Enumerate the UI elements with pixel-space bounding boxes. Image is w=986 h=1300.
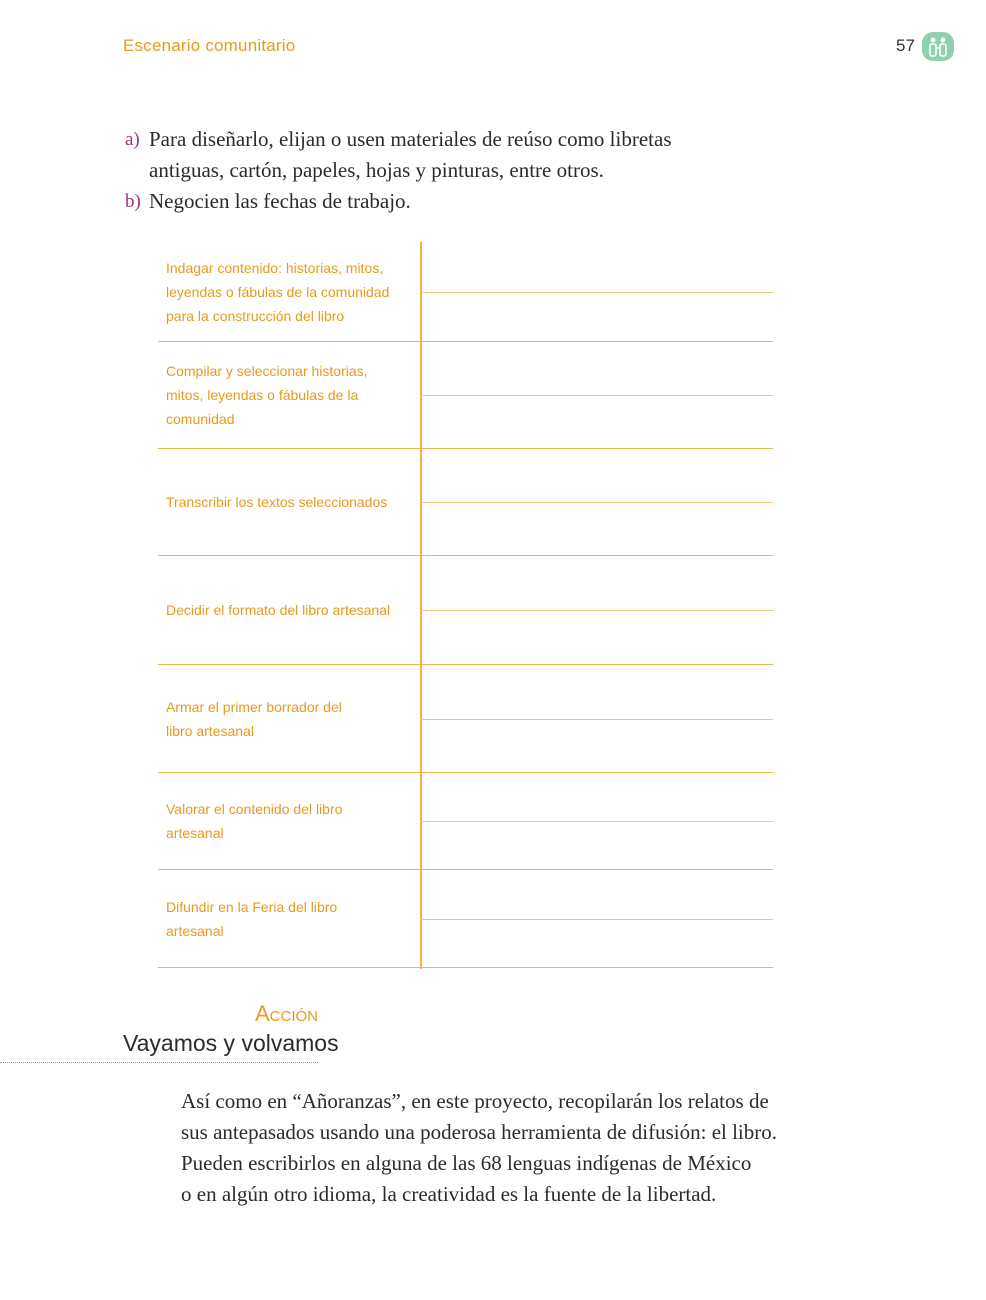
task-label-line: artesanal <box>166 825 224 841</box>
section-header: Escenario comunitario <box>123 36 296 55</box>
task-label-line: Armar el primer borrador del <box>166 698 342 715</box>
table-row <box>158 242 773 342</box>
instruction-line: Negocien las fechas de trabajo. <box>149 189 411 213</box>
date-write-line[interactable] <box>420 610 773 611</box>
task-label-line: Difundir en la Feria del libro <box>166 898 338 915</box>
community-badge <box>922 32 954 61</box>
task-label-line: para la construcción del libro <box>166 307 345 324</box>
task-label <box>166 256 416 328</box>
task-label-line: artesanal <box>166 922 224 939</box>
date-write-line[interactable] <box>420 719 773 720</box>
task-label <box>166 895 416 943</box>
paragraph-line: Pueden escribirlos en alguna de las 68 lenguas indígenas de México <box>181 1151 752 1175</box>
task-label-line: comunidad <box>166 411 235 427</box>
community-people-icon <box>927 36 949 57</box>
task-label-line: Indagar contenido: historias, mitos, <box>166 259 384 276</box>
task-label <box>166 695 416 743</box>
task-label <box>166 797 416 845</box>
section-label: Acción <box>255 1001 319 1026</box>
table-row <box>158 773 773 870</box>
instruction-line: antiguas, cartón, papeles, hojas y pinturas, entre otros. <box>149 158 604 182</box>
table-row <box>158 449 773 556</box>
task-label <box>166 359 416 431</box>
section-title: Vayamos y volvamos <box>123 1030 339 1056</box>
date-write-line[interactable] <box>420 395 773 396</box>
page-number: 57 <box>896 36 915 55</box>
date-write-line[interactable] <box>420 821 773 822</box>
date-write-line[interactable] <box>420 502 773 503</box>
body-paragraph <box>181 1086 821 1210</box>
task-label-line: Transcribir los textos seleccionados <box>166 494 388 510</box>
task-label-line: leyendas o fábulas de la comunidad <box>166 283 390 300</box>
task-label-line: Valorar el contenido del libro <box>166 801 343 817</box>
paragraph-line: sus antepasados usando una poderosa herramienta de difusión: el libro. <box>181 1120 778 1144</box>
date-write-line[interactable] <box>420 919 773 920</box>
task-label-line: libro artesanal <box>166 722 254 739</box>
task-label-line: Compilar y seleccionar historias, <box>166 363 368 379</box>
instruction-marker: b) <box>125 191 141 212</box>
instruction-a <box>123 124 743 186</box>
instructions-list <box>123 124 743 217</box>
section-divider <box>0 1062 318 1063</box>
task-label <box>166 598 416 622</box>
schedule-table <box>158 242 773 969</box>
table-row <box>158 665 773 773</box>
date-write-line[interactable] <box>420 292 773 293</box>
table-row <box>158 870 773 968</box>
instruction-line: Para diseñarlo, elijan o usen materiales de reúso como libretas <box>149 127 672 151</box>
task-label-line: Decidir el formato del libro artesanal <box>166 602 391 618</box>
task-label-line: mitos, leyendas o fábulas de la <box>166 387 359 403</box>
instruction-b <box>123 186 743 217</box>
table-row <box>158 342 773 449</box>
paragraph-line: o en algún otro idioma, la creatividad es la fuente de la libertad. <box>181 1182 717 1206</box>
paragraph-line: Así como en “Añoranzas”, en este proyecto, recopilarán los relatos de <box>181 1089 769 1113</box>
table-row <box>158 556 773 665</box>
task-label <box>166 490 416 514</box>
instruction-marker: a) <box>125 129 140 150</box>
